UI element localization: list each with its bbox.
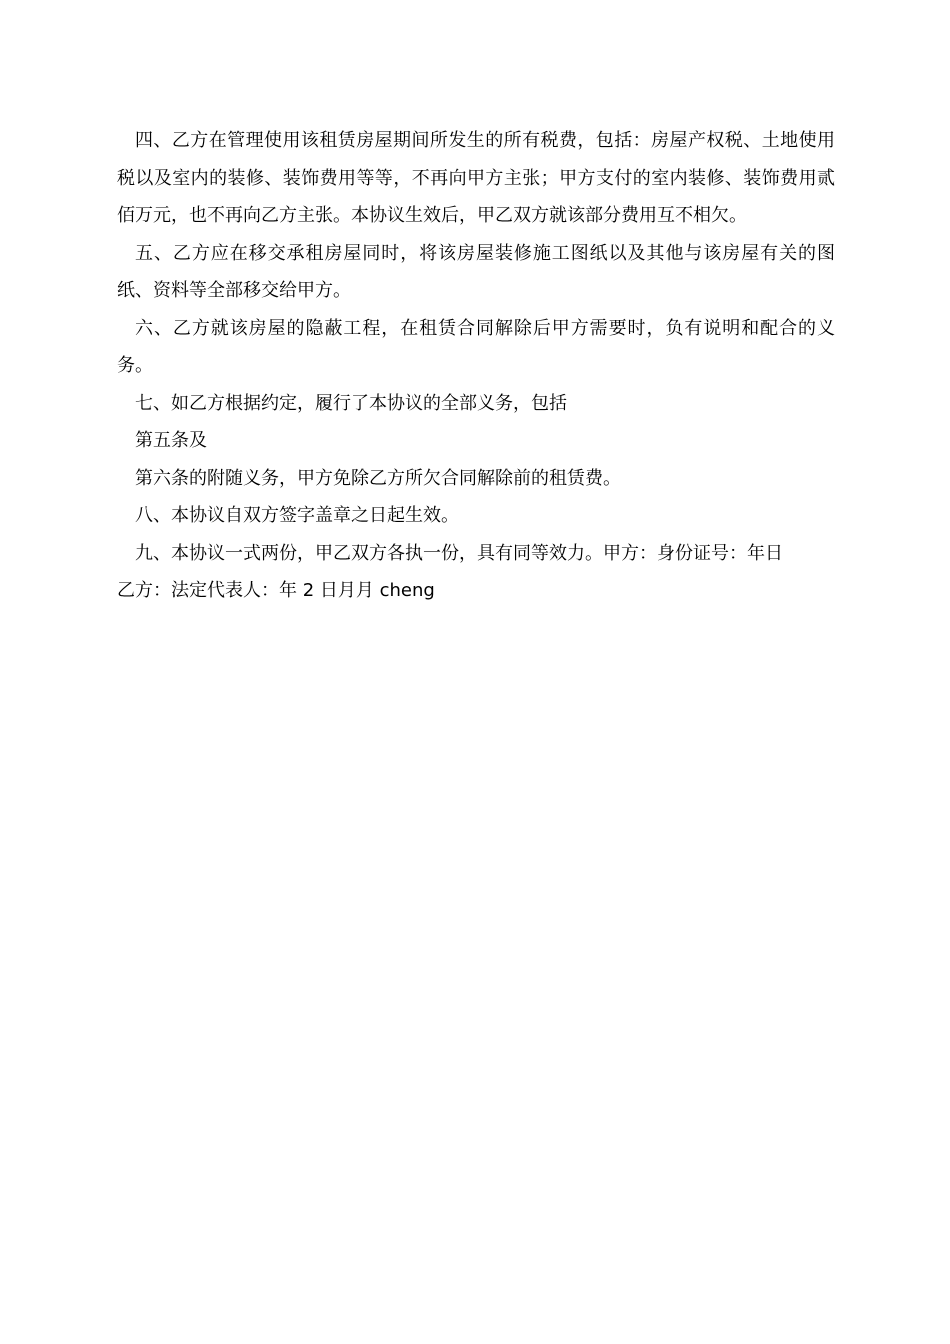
document-body [117, 122, 835, 610]
signature-line: 乙方：法定代表人：年 2 日月月 cheng [117, 580, 435, 601]
clause-5-paragraph: 五、乙方应在移交承租房屋同时，将该房屋装修施工图纸以及其他与该房屋有关的图纸、资料等全部移交给甲方。 [117, 242, 835, 301]
clause-9-paragraph: 九、本协议一式两份，甲乙双方各执一份，具有同等效力。甲方：身份证号：年日 [135, 542, 783, 564]
clause-4-paragraph: 四、乙方在管理使用该租赁房屋期间所发生的所有税费，包括：房屋产权税、土地使用税以及室内的装修、装饰费用等等，不再向甲方主张；甲方支付的室内装修、装饰费用贰佰万元，也不再向乙方主张。本协议生效后，甲乙双方就该部分费用互不相欠。 [117, 130, 835, 226]
clause-7-continuation-2: 第六条的附随义务，甲方免除乙方所欠合同解除前的租赁费。 [135, 467, 621, 489]
clause-8-paragraph: 八、本协议自双方签字盖章之日起生效。 [135, 505, 459, 526]
clause-7-continuation-1: 第五条及 [135, 430, 207, 451]
clause-6-paragraph: 六、乙方就该房屋的隐蔽工程，在租赁合同解除后甲方需要时，负有说明和配合的义务。 [117, 317, 835, 376]
clause-7-paragraph: 七、如乙方根据约定，履行了本协议的全部义务，包括 [135, 392, 567, 414]
